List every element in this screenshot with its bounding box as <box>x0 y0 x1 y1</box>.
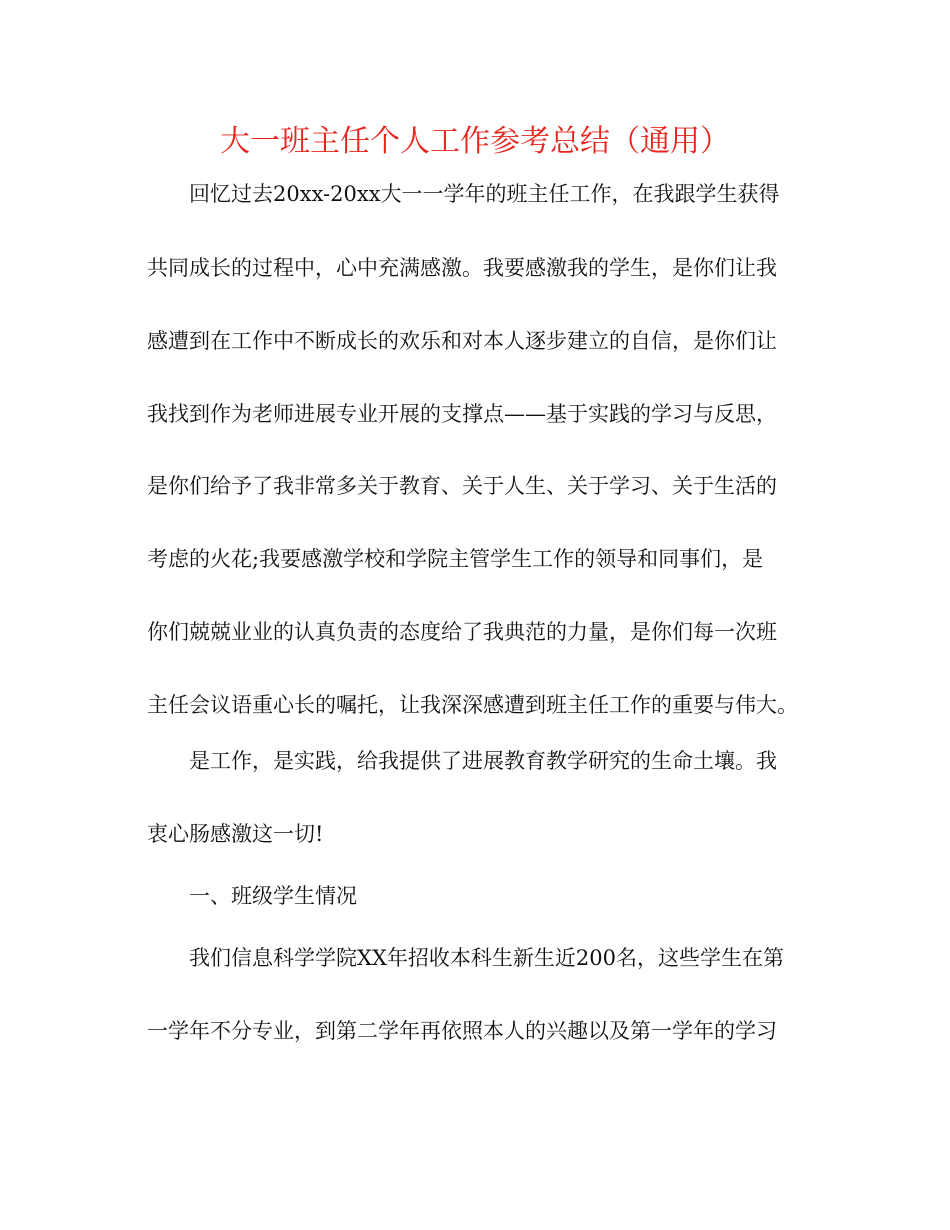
paragraph-line: 主任会议语重心长的嘱托，让我深深感遭到班主任工作的重要与伟大。 <box>147 693 798 717</box>
paragraph-line: 你们兢兢业业的认真负责的态度给了我典范的力量，是你们每一次班 <box>147 620 777 644</box>
paragraph-line: 我找到作为老师进展专业开展的支撑点——基于实践的学习与反思， <box>147 402 777 426</box>
paragraph-line: 衷心肠感激这一切! <box>147 822 324 846</box>
paragraph-line: 是工作，是实践，给我提供了进展教育教学研究的生命土壤。我 <box>189 749 777 773</box>
paragraph-line: 共同成长的过程中，心中充满感激。我要感激我的学生，是你们让我 <box>147 256 777 280</box>
paragraph-line: 考虑的火花;我要感激学校和学院主管学生工作的领导和同事们，是 <box>147 547 764 571</box>
paragraph-line: 感遭到在工作中不断成长的欢乐和对本人逐步建立的自信，是你们让 <box>147 329 777 353</box>
paragraph-line: 一学年不分专业，到第二学年再依照本人的兴趣以及第一学年的学习 <box>147 1019 777 1043</box>
paragraph-line: 是你们给予了我非常多关于教育、关于人生、关于学习、关于生活的 <box>147 474 777 498</box>
paragraph-line: 回忆过去20xx-20xx大一一学年的班主任工作，在我跟学生获得 <box>189 182 780 206</box>
section-heading: 一、班级学生情况 <box>189 884 357 908</box>
paragraph-line: 我们信息科学学院XX年招收本科生新生近200名，这些学生在第 <box>189 946 784 970</box>
document-title: 大一班主任个人工作参考总结（通用） <box>220 124 730 159</box>
